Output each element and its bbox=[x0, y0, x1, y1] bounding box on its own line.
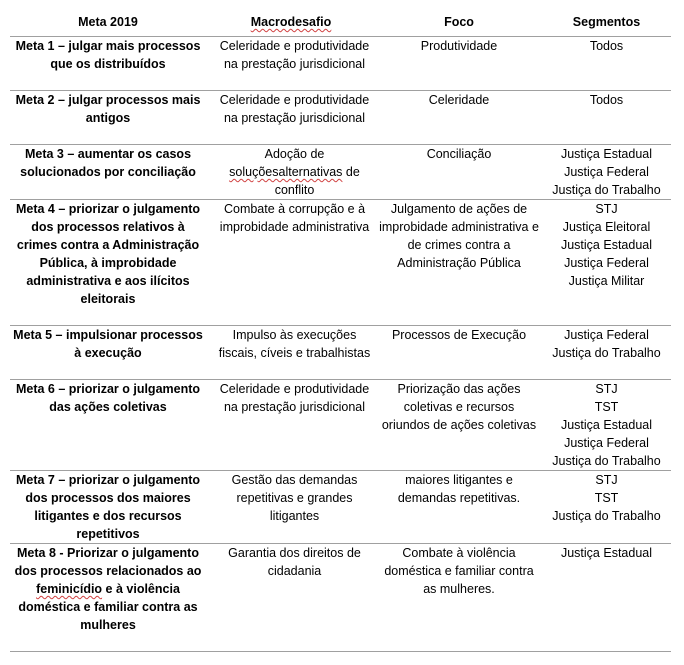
macro-cell: Celeridade e produtividade na prestação jurisdicional bbox=[206, 91, 376, 145]
meta-text-c: e à violência doméstica e familiar contra as mulheres bbox=[18, 582, 198, 632]
foco-cell: Processos de Execução bbox=[376, 326, 542, 380]
macro-text-b: soluçõesalternativas bbox=[229, 165, 343, 179]
segment-item: Justiça Eleitoral bbox=[562, 220, 651, 234]
segment-item: STJ bbox=[595, 473, 618, 487]
segmentos-cell bbox=[542, 37, 671, 91]
segmentos-cell bbox=[542, 471, 671, 544]
foco-cell: Priorização das ações coletivas e recursos oriundos de ações coletivas bbox=[376, 380, 542, 471]
table-row bbox=[10, 544, 671, 652]
header-foco: Foco bbox=[376, 8, 542, 37]
foco-cell: Combate à violência doméstica e familiar contra as mulheres. bbox=[376, 544, 542, 652]
table-row bbox=[10, 37, 671, 91]
segment-item: Justiça Estadual bbox=[560, 546, 653, 560]
meta-cell: Meta 4 – priorizar o julgamento dos processos relativos à crimes contra a Administração Pública, à improbidade administrativa e aos ilícitos eleitorais bbox=[10, 200, 206, 326]
segment-item: TST bbox=[594, 491, 619, 505]
segment-item: Justiça Militar bbox=[568, 274, 645, 288]
meta-cell bbox=[10, 544, 206, 652]
macro-cell: Garantia dos direitos de cidadania bbox=[206, 544, 376, 652]
segment-item: Todos bbox=[589, 93, 624, 107]
macro-cell: Combate à corrupção e à improbidade administrativa bbox=[206, 200, 376, 326]
goals-table bbox=[10, 8, 671, 652]
table-row bbox=[10, 200, 671, 326]
segmentos-cell bbox=[542, 145, 671, 200]
segment-item: STJ bbox=[595, 202, 618, 216]
meta-text-b: feminicídio bbox=[36, 582, 103, 596]
foco-cell: Julgamento de ações de improbidade administrativa e de crimes contra a Administração Pública bbox=[376, 200, 542, 326]
macro-text-a: Adoção de bbox=[264, 147, 325, 161]
macro-cell: Celeridade e produtividade na prestação jurisdicional bbox=[206, 380, 376, 471]
header-meta: Meta 2019 bbox=[10, 8, 206, 37]
table-row bbox=[10, 471, 671, 544]
segmentos-cell bbox=[542, 544, 671, 652]
macro-cell: Celeridade e produtividade na prestação jurisdicional bbox=[206, 37, 376, 91]
segment-item: Justiça do Trabalho bbox=[552, 183, 661, 197]
foco-cell: maiores litigantes e demandas repetitivas. bbox=[376, 471, 542, 544]
segment-item: TST bbox=[594, 400, 619, 414]
segment-item: Justiça do Trabalho bbox=[552, 454, 661, 468]
segment-item: Justiça Estadual bbox=[560, 147, 653, 161]
segment-item: Justiça do Trabalho bbox=[552, 509, 661, 523]
segment-item: STJ bbox=[595, 382, 618, 396]
header-macrodesafio bbox=[206, 8, 376, 37]
segmentos-cell bbox=[542, 326, 671, 380]
foco-cell: Conciliação bbox=[376, 145, 542, 200]
meta-cell: Meta 5 – impulsionar processos à execução bbox=[10, 326, 206, 380]
table-header-row bbox=[10, 8, 671, 37]
segment-item: Justiça Federal bbox=[564, 165, 649, 179]
macro-cell: Impulso às execuções fiscais, cíveis e trabalhistas bbox=[206, 326, 376, 380]
foco-cell: Celeridade bbox=[376, 91, 542, 145]
meta-cell: Meta 1 – julgar mais processos que os distribuídos bbox=[10, 37, 206, 91]
table-row bbox=[10, 380, 671, 471]
foco-cell: Produtividade bbox=[376, 37, 542, 91]
meta-text-a: Meta 8 - Priorizar o julgamento dos processos relacionados ao bbox=[14, 546, 202, 578]
meta-cell: Meta 2 – julgar processos mais antigos bbox=[10, 91, 206, 145]
table-row bbox=[10, 91, 671, 145]
segmentos-cell bbox=[542, 200, 671, 326]
segmentos-cell bbox=[542, 91, 671, 145]
segmentos-cell bbox=[542, 380, 671, 471]
macro-cell: Gestão das demandas repetitivas e grandes litigantes bbox=[206, 471, 376, 544]
segment-item: Justiça Estadual bbox=[560, 418, 653, 432]
meta-cell: Meta 3 – aumentar os casos solucionados por conciliação bbox=[10, 145, 206, 200]
segment-item: Justiça Federal bbox=[564, 256, 649, 270]
macro-text-c: de conflito bbox=[274, 165, 360, 197]
segment-item: Justiça Federal bbox=[564, 328, 649, 342]
meta-cell: Meta 6 – priorizar o julgamento das ações coletivas bbox=[10, 380, 206, 471]
table-row bbox=[10, 145, 671, 200]
header-macrodesafio-text: Macrodesafio bbox=[250, 15, 332, 29]
macro-cell bbox=[206, 145, 376, 200]
segment-item: Justiça Estadual bbox=[560, 238, 653, 252]
table-row bbox=[10, 326, 671, 380]
segment-item: Justiça Federal bbox=[564, 436, 649, 450]
segment-item: Justiça do Trabalho bbox=[552, 346, 661, 360]
segment-item: Todos bbox=[589, 39, 624, 53]
header-segmentos: Segmentos bbox=[542, 8, 671, 37]
meta-cell: Meta 7 – priorizar o julgamento dos processos dos maiores litigantes e dos recursos repetitivos bbox=[10, 471, 206, 544]
